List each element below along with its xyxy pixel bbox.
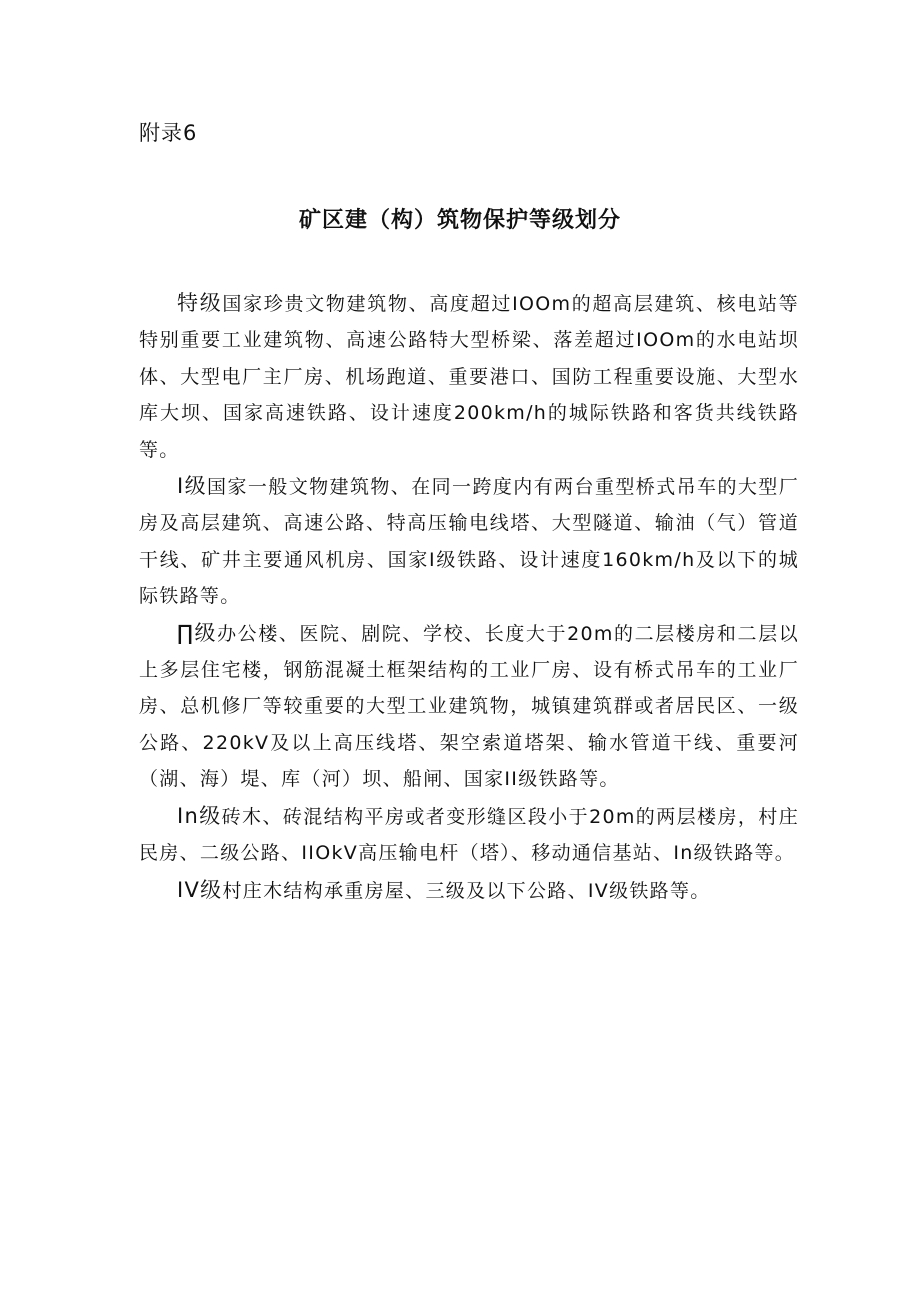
grade-label: 特级: [177, 291, 223, 315]
paragraph-text: 办公楼、医院、剧院、学校、长度大于20m的二层楼房和二层以上多层住宅楼，钢筋混凝土框架结构的工业厂房、设有桥式吊车的工业厂房、总机修厂等较重要的大型工业建筑物，城镇建筑群或者居民区、一级公路、220kV及以上高压线塔、架空索道塔架、输水管道干线、重要河（湖、海）堤、库（河）坝、船闸、国家II级铁路等。: [139, 622, 799, 791]
grade-label: I级: [177, 474, 208, 499]
paragraph-grade-3: [139, 798, 799, 872]
paragraph-special-grade: [139, 285, 799, 468]
paragraph-grade-1: [139, 468, 799, 615]
grade-label: IV级: [177, 877, 223, 902]
paragraph-text: 砖木、砖混结构平房或者变形缝区段小于20m的两层楼房，村庄民房、二级公路、IIOkV高压输电杆（塔）、移动通信基站、In级铁路等。: [139, 805, 800, 865]
grade-label: ∏级: [177, 620, 218, 645]
appendix-label: 附录6: [139, 121, 198, 145]
paragraph-text: 国家一般文物建筑物、在同一跨度内有两台重型桥式吊车的大型厂房及高层建筑、高速公路、特高压输电线塔、大型隧道、输油（气）管道干线、矿井主要通风机房、国家I级铁路、设计速度160km∕h及以下的城际铁路等。: [139, 476, 799, 608]
grade-label: In级: [177, 803, 222, 828]
paragraph-text: 国家珍贵文物建筑物、高度超过IOOm的超高层建筑、核电站等特别重要工业建筑物、高速公路特大型桥梁、落差超过IOOm的水电站坝体、大型电厂主厂房、机场跑道、重要港口、国防工程重要设施、大型水库大坝、国家高速铁路、设计速度200km∕h的城际铁路和客货共线铁路等。: [139, 293, 799, 461]
paragraph-text: 村庄木结构承重房屋、三级及以下公路、IV级铁路等。: [222, 879, 711, 902]
paragraph-grade-2: [139, 615, 799, 798]
paragraph-grade-4: [139, 872, 799, 909]
document-title: 矿区建（构）筑物保护等级划分: [298, 208, 621, 233]
document-body: [139, 285, 799, 909]
